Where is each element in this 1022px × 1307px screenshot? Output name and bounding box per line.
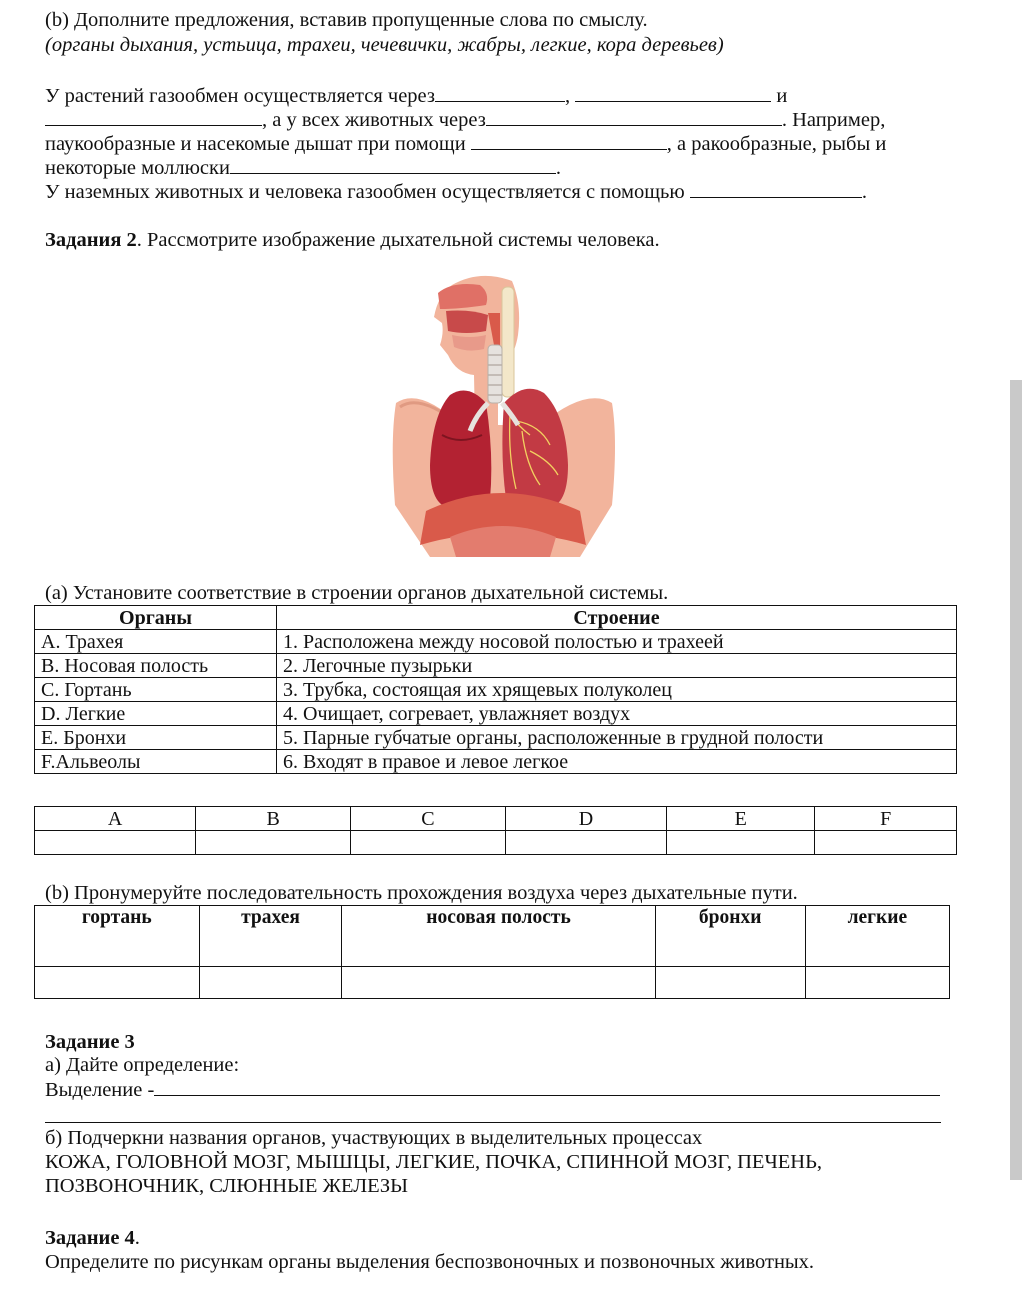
seq-nasal-cavity: носовая полость (342, 906, 655, 967)
blank-3[interactable] (45, 107, 262, 126)
answer-letter: B (196, 807, 351, 831)
seq-larynx: гортань (35, 906, 200, 967)
table-row (35, 750, 957, 774)
cervical-spine (502, 287, 514, 397)
fill-line-5 (45, 179, 867, 204)
seq-cell-4[interactable] (655, 967, 805, 999)
fill-line-1 (45, 83, 787, 108)
fill-text: У растений газообмен осуществляется через (45, 85, 435, 107)
seq-cell-5[interactable] (805, 967, 949, 999)
answer-cell-b[interactable] (196, 831, 351, 855)
definition-blank-2[interactable] (45, 1122, 941, 1123)
blank-7[interactable] (690, 179, 862, 198)
answer-letter: C (351, 807, 506, 831)
sequence-table (34, 905, 950, 999)
task3b: б) Подчеркни названия органов, участвующих в выделительных процессах (45, 1127, 703, 1149)
blank-1[interactable] (435, 83, 565, 102)
col-structure: Строение (277, 606, 957, 630)
fill-text: и (776, 85, 788, 107)
seq-cell-3[interactable] (342, 967, 655, 999)
organs-list-line-2[interactable]: ПОЗВОНОЧНИК, СЛЮННЫЕ ЖЕЛЕЗЫ (45, 1175, 409, 1197)
answer-cell-f[interactable] (815, 831, 957, 855)
blank-4[interactable] (486, 107, 782, 126)
seq-lungs: легкие (805, 906, 949, 967)
blank-6[interactable] (230, 155, 556, 174)
answer-letter: A (35, 807, 196, 831)
task2-heading (45, 228, 660, 252)
table-header-row (35, 606, 957, 630)
left-lung (502, 389, 568, 509)
fill-text: , а ракообразные, рыбы и (666, 133, 887, 155)
organ-cell: F.Альвеолы (35, 750, 277, 774)
task2-heading-bold: Задания 2 (45, 229, 137, 251)
fill-text: паукообразные и насекомые дышат при помощи (45, 133, 466, 155)
table-row (35, 654, 957, 678)
answer-table (34, 806, 957, 855)
blank-2[interactable] (575, 83, 771, 102)
fill-line-3 (45, 131, 886, 156)
structure-cell: 6. Входят в правое и левое легкое (277, 750, 957, 774)
seq-trachea: трахея (199, 906, 342, 967)
fill-text: некоторые моллюски (45, 157, 230, 179)
task3a: а) Дайте определение: (45, 1054, 240, 1076)
fill-line-2 (45, 107, 885, 132)
oral-cavity (446, 311, 488, 334)
fill-text: , (565, 85, 571, 107)
answer-letter: E (667, 807, 815, 831)
seq-bronchi: бронхи (655, 906, 805, 967)
definition-term: Выделение - (45, 1079, 155, 1101)
organ-cell: B. Носовая полость (35, 654, 277, 678)
fill-text: , а у всех животных через (262, 109, 486, 131)
sequence-input-row (35, 967, 950, 999)
fill-line-4 (45, 155, 561, 180)
answer-letter: F (815, 807, 957, 831)
structure-cell: 5. Парные губчатые органы, расположенные в грудной полости (277, 726, 957, 750)
word-bank: (органы дыхания, устьица, трахеи, чечевички, жабры, легкие, кора деревьев) (45, 34, 724, 56)
task4-text: Определите по рисункам органы выделения беспозвоночных и позвоночных животных. (45, 1251, 815, 1273)
answer-input-row (35, 831, 957, 855)
organ-cell: C. Гортань (35, 678, 277, 702)
organ-cell: E. Бронхи (35, 726, 277, 750)
fill-text: У наземных животных и человека газообмен осуществляется с помощью (45, 181, 685, 203)
fill-text: . Например, (781, 109, 886, 131)
task4-heading (45, 1226, 140, 1250)
organ-cell: A. Трахея (35, 630, 277, 654)
definition-line (45, 1077, 940, 1102)
structure-cell: 2. Легочные пузырьки (277, 654, 957, 678)
nasal-cavity (438, 284, 487, 309)
task4-heading-rest: . (134, 1227, 140, 1249)
fill-text: . (555, 157, 562, 179)
col-organs: Органы (35, 606, 277, 630)
answer-cell-a[interactable] (35, 831, 196, 855)
organ-cell: D. Легкие (35, 702, 277, 726)
seq-cell-1[interactable] (35, 967, 200, 999)
task1b-heading: (b) Дополните предложения, вставив пропущенные слова по смыслу. (45, 9, 648, 31)
scrollbar[interactable] (1010, 380, 1022, 1180)
structure-cell: 4. Очищает, согревает, увлажняет воздух (277, 702, 957, 726)
respiratory-system-illustration (390, 275, 618, 557)
organs-list-line-1[interactable]: КОЖА, ГОЛОВНОЙ МОЗГ, МЫШЦЫ, ЛЕГКИЕ, ПОЧКА, СПИННОЙ МОЗГ, ПЕЧЕНЬ, (45, 1151, 822, 1173)
task2-heading-rest: . Рассмотрите изображение дыхательной системы человека. (136, 229, 660, 251)
table-row (35, 702, 957, 726)
table-row (35, 726, 957, 750)
answer-cell-e[interactable] (667, 831, 815, 855)
answer-cell-d[interactable] (505, 831, 666, 855)
structure-cell: 1. Расположена между носовой полостью и трахеей (277, 630, 957, 654)
sequence-header-row (35, 906, 950, 967)
structure-cell: 3. Трубка, состоящая их хрящевых полуколец (277, 678, 957, 702)
organs-structure-table (34, 605, 957, 774)
task2a-heading: (a) Установите соответствие в строении органов дыхательной системы. (45, 582, 669, 604)
table-row (35, 630, 957, 654)
definition-blank-1[interactable] (154, 1077, 940, 1096)
fill-text: . (861, 181, 867, 203)
answer-letter: D (505, 807, 666, 831)
answer-letter-row (35, 807, 957, 831)
task3-heading: Задание 3 (45, 1031, 135, 1053)
seq-cell-2[interactable] (199, 967, 342, 999)
blank-5[interactable] (471, 131, 667, 150)
task4-heading-bold: Задание 4 (45, 1227, 135, 1249)
task2b-heading: (b) Пронумеруйте последовательность прохождения воздуха через дыхательные пути. (45, 882, 798, 904)
table-row (35, 678, 957, 702)
answer-cell-c[interactable] (351, 831, 506, 855)
